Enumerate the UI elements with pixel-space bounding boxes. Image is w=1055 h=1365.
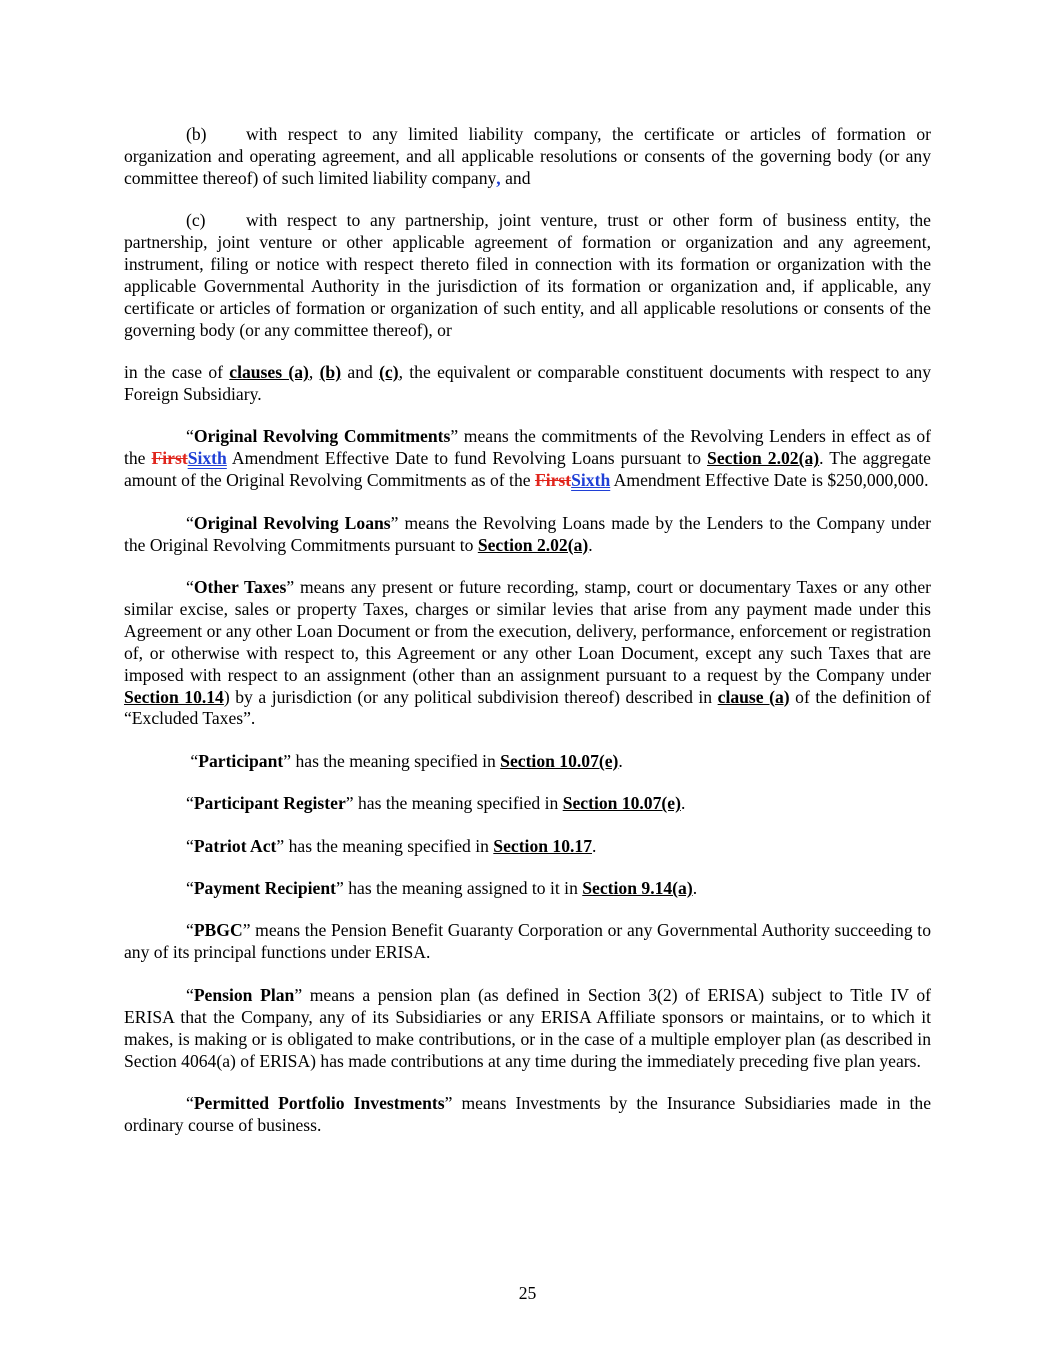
definition-text: . bbox=[680, 793, 686, 814]
definition-pbgc: “PBGC” means the Pension Benefit Guaranty Corporation or any Governmental Authority succeeding to any of its principal functions under ERISA. bbox=[124, 920, 931, 963]
definition-other-taxes: “Other Taxes” means any present or future recording, stamp, court or documentary Taxes or any other similar excise, sales or property Taxes, charges or similar levies that arise from any payment made under this Agreement or any other Loan Document or from the execution, delivery, performance, enforcement or registration of, or otherwise with respect to, this Agreement or any other Loan Document, except any such Taxes that are imposed with respect to an assignment (other than an assignment pursuant to a request by the Company under Section 10.14) by a jurisdiction (or any political subdivision thereof) described in clause (a) of the definition of “Excluded Taxes”. bbox=[124, 577, 932, 729]
defined-term: Original Revolving Loans bbox=[193, 512, 391, 533]
clause-label: (c) bbox=[186, 210, 206, 231]
definition-text: ” means a pension plan (as defined in Section 3(2) of ERISA) subject to Title IV of ERISA that the Company, any of its Subsidiaries or any ERISA Affiliate sponsors or maintains, or to which it makes, is making or is obligated to make contributions, or in the case of a multiple employer plan (as described in Section 4064(a) of ERISA) has made contributions at any time during the immediately preceding five plan years. bbox=[124, 984, 931, 1071]
cross-reference: Section 2.02(a) bbox=[477, 534, 589, 555]
definition-pension-plan: “Pension Plan” means a pension plan (as defined in Section 3(2) of ERISA) subject to Title IV of ERISA that the Company, any of its Subsidiaries or any ERISA Affiliate sponsors or maintains, or to which it makes, is making or is obligated to make contributions, or in the case of a multiple employer plan (as described in Section 4064(a) of ERISA) has made contributions at any time during the immediately preceding five plan years. bbox=[124, 984, 931, 1071]
defined-term: Pension Plan bbox=[193, 984, 295, 1005]
inserted-text: Sixth bbox=[187, 448, 227, 469]
definition-original-revolving-loans: “Original Revolving Loans” means the Revolving Loans made by the Lenders to the Company under the Original Revolving Commitments pursuant to Section 2.02(a). bbox=[124, 512, 931, 555]
document-page bbox=[124, 124, 931, 1157]
definition-text: ” has the meaning specified in bbox=[345, 793, 563, 814]
cross-reference: clauses (a) bbox=[229, 362, 309, 383]
definition-payment-recipient: “Payment Recipient” has the meaning assigned to it in Section 9.14(a). bbox=[186, 878, 698, 899]
definition-text: Amendment Effective Date is $250,000,000. bbox=[610, 470, 929, 491]
defined-term: Participant bbox=[198, 750, 284, 771]
definition-text: ” means the commitments of the Revolving Lenders in effect as of the bbox=[124, 426, 931, 469]
definition-text: ” has the meaning specified in bbox=[283, 750, 501, 771]
defined-term: Other Taxes bbox=[193, 577, 287, 597]
cross-reference: Section 10.07(e) bbox=[562, 793, 681, 814]
definition-participant: “Participant” has the meaning specified in Section 10.07(e). bbox=[186, 750, 623, 771]
cross-reference: clause (a) bbox=[717, 686, 790, 707]
cross-reference: Section 10.07(e) bbox=[500, 750, 619, 771]
paragraph-text: , the equivalent or comparable constituent documents with respect to any Foreign Subsidiary. bbox=[124, 362, 932, 405]
defined-term: Patriot Act bbox=[193, 835, 277, 856]
deleted-text: First bbox=[151, 448, 188, 469]
definition-permitted-portfolio-investments: “Permitted Portfolio Investments” means Investments by the Insurance Subsidiaries made in the ordinary course of business. bbox=[124, 1092, 932, 1135]
definition-participant-register: “Participant Register” has the meaning specified in Section 10.07(e). bbox=[186, 793, 686, 814]
defined-term: Participant Register bbox=[193, 793, 346, 814]
page-number: 25 bbox=[518, 1283, 537, 1303]
cross-reference: (b) bbox=[319, 362, 342, 383]
defined-term: PBGC bbox=[193, 920, 243, 941]
defined-term: Payment Recipient bbox=[193, 878, 336, 899]
definition-text: ” has the meaning assigned to it in bbox=[336, 878, 583, 899]
definition-text: ” means any present or future recording, stamp, court or documentary Taxes or any other similar excise, sales or property Taxes, charges or similar levies that arise from any payment made under this Agreement or any other Loan Document or from the execution, delivery, performance, enforcement or registration of, or otherwise with respect to, this Agreement or any other Loan Document, except any such Taxes that are imposed with respect to an assignment (other than an assignment pursuant to a request by the Company under bbox=[124, 577, 932, 685]
clause-text: with respect to any partnership, joint venture, trust or other form of business entity, the partnership, joint venture or other applicable agreement of formation or organization and any agreement, instrument, filing or notice with respect thereto filed in connection with its formation or organization with the applicable Governmental Authority in the jurisdiction of its formation or organization and, if applicable, any certificate or articles of formation or organization of such entity, and all applicable resolutions or consents of the governing body (or any committee thereof), or bbox=[124, 210, 931, 340]
definition-text: ” means the Revolving Loans made by the Lenders to the Company under the Original Revolving Commitments pursuant to bbox=[124, 512, 931, 555]
definition-text: ” means the Pension Benefit Guaranty Corporation or any Governmental Authority succeeding to any of its principal functions under ERISA. bbox=[124, 920, 931, 963]
clauses-summary-paragraph bbox=[124, 362, 931, 406]
definition-text: . bbox=[618, 750, 623, 771]
cross-reference: Section 10.14 bbox=[124, 686, 224, 707]
definition-text: of the definition of “Excluded Taxes”. bbox=[124, 686, 931, 729]
definition-text: . bbox=[588, 534, 593, 555]
inserted-text: Sixth bbox=[571, 470, 611, 491]
definition-text: ” means Investments by the Insurance Subsidiaries made in the ordinary course of business. bbox=[124, 1092, 932, 1135]
deleted-text: First bbox=[534, 470, 572, 491]
definition-text: ” has the meaning specified in bbox=[276, 835, 494, 856]
clause-label: (b) bbox=[186, 124, 207, 144]
definition-original-revolving-commitments: “Original Revolving Commitments” means the commitments of the Revolving Lenders in effect as of the FirstSixth Amendment Effective Date to fund Revolving Loans pursuant to Section 2.02(a). The aggregate amount of the Original Revolving Commitments as of the FirstSixth Amendment Effective Date is $250,000,000. bbox=[124, 426, 931, 491]
inserted-text: , bbox=[496, 167, 501, 188]
paragraph-text: and bbox=[341, 362, 380, 383]
definition-patriot-act: “Patriot Act” has the meaning specified in Section 10.17. bbox=[186, 835, 597, 856]
paragraph-text: , bbox=[308, 362, 320, 383]
definition-text: ) by a jurisdiction (or any political subdivision thereof) described in bbox=[223, 686, 718, 707]
clause-text-tail: and bbox=[500, 167, 531, 188]
cross-reference: Section 2.02(a) bbox=[707, 448, 820, 469]
clause-text: with respect to any limited liability company, the certificate or articles of formation or organization and operating agreement, and all applicable resolutions or consents of the governing body (or any committee thereof) of such limited liability company bbox=[124, 124, 931, 188]
definition-text: . The aggregate amount of the Original Revolving Commitments as of the bbox=[124, 448, 931, 491]
definition-text: Amendment Effective Date to fund Revolving Loans pursuant to bbox=[226, 448, 708, 469]
cross-reference: Section 9.14(a) bbox=[582, 878, 693, 899]
definition-text: . bbox=[592, 835, 597, 856]
cross-reference: (c) bbox=[379, 362, 399, 383]
definition-text: . bbox=[692, 878, 698, 899]
cross-reference: Section 10.17 bbox=[493, 835, 593, 856]
defined-term: Original Revolving Commitments bbox=[193, 426, 451, 447]
defined-term: Permitted Portfolio Investments bbox=[193, 1092, 445, 1113]
clause-c-paragraph bbox=[124, 210, 931, 341]
paragraph-text: in the case of bbox=[124, 362, 230, 383]
clause-b-paragraph bbox=[124, 124, 931, 190]
